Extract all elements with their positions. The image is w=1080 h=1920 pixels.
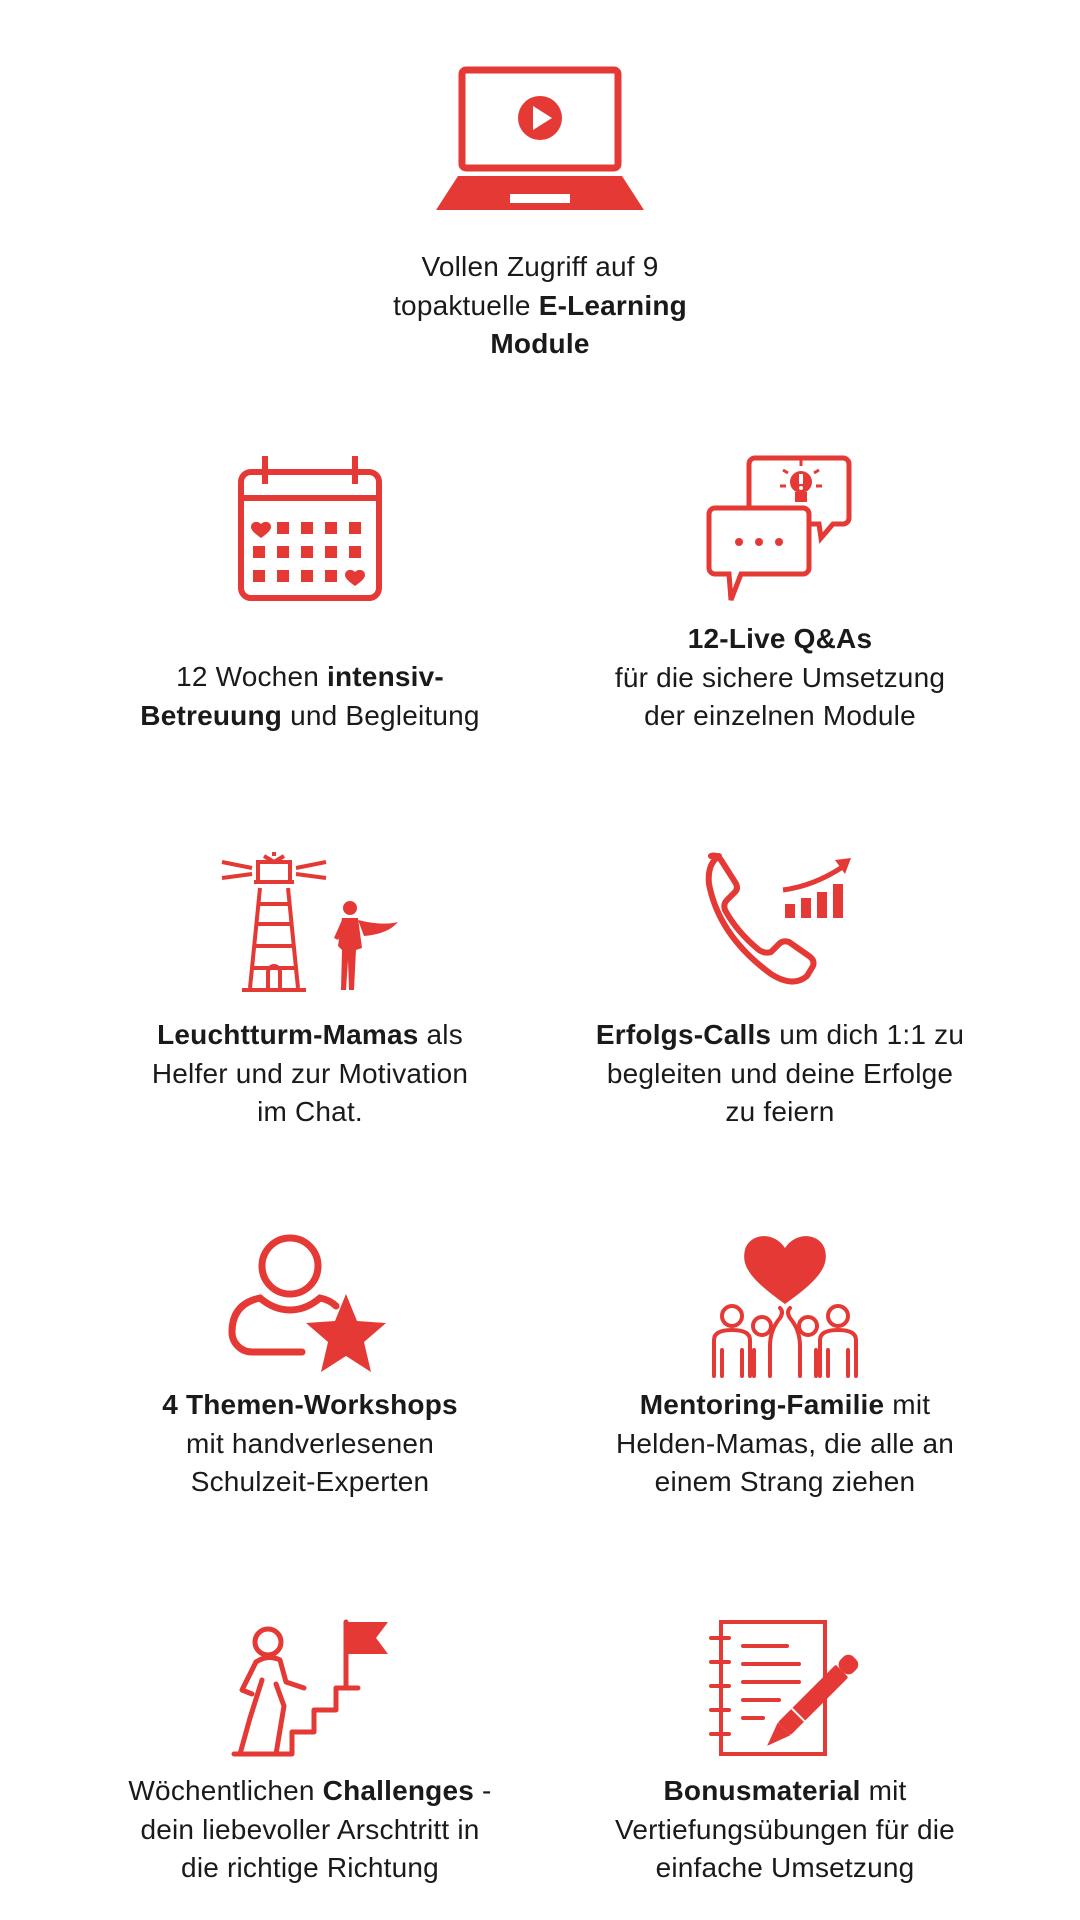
notebook-pen-icon xyxy=(703,1618,867,1758)
stairs-flag-icon xyxy=(228,1618,392,1758)
text-bold: 4 Themen-Workshops xyxy=(162,1389,458,1420)
feature-text xyxy=(90,1772,530,1888)
feature-mentoring xyxy=(585,1232,985,1502)
text-line: mit handverlesenen xyxy=(186,1427,434,1459)
feature-text xyxy=(585,1386,985,1502)
feature-leuchtturm xyxy=(90,848,530,1132)
feature-text xyxy=(585,1772,985,1888)
feature-live-qas xyxy=(580,454,980,736)
feature-workshops xyxy=(90,1232,530,1502)
text-line: dein liebevoller Arschtritt in xyxy=(140,1813,480,1845)
text-bold: Leuchtturm-Mamas xyxy=(157,1019,419,1050)
text-line: als xyxy=(418,1019,463,1050)
text-line: im Chat. xyxy=(257,1096,363,1127)
user-star-icon xyxy=(228,1232,392,1378)
text-line: 12 Wochen xyxy=(176,661,327,692)
text-line: begleiten und deine Erfolge xyxy=(606,1057,954,1089)
text-line: um dich 1:1 zu xyxy=(771,1019,965,1050)
text-line: Helden-Mamas, die alle an xyxy=(615,1427,955,1459)
text-bold: Bonusmaterial xyxy=(663,1775,861,1806)
feature-text xyxy=(90,1386,530,1502)
text-line: Vollen Zugriff auf 9 xyxy=(421,251,659,282)
text-bold: E-Learning xyxy=(538,289,687,321)
feature-elearning xyxy=(340,66,740,364)
feature-erfolgs-calls xyxy=(580,848,980,1132)
text-line: - xyxy=(474,1775,492,1806)
calendar-hearts-icon xyxy=(235,454,385,604)
phone-growth-chart-icon xyxy=(705,848,855,996)
text-bold: Betreuung xyxy=(140,699,283,731)
text-line: der einzelnen Module xyxy=(644,700,916,731)
text-line: Helfer und zur Motivation xyxy=(151,1057,469,1089)
text-bold: Mentoring-Familie xyxy=(639,1389,885,1420)
feature-text xyxy=(90,1016,530,1132)
text-bold: intensiv- xyxy=(326,661,444,692)
feature-challenges xyxy=(90,1618,530,1888)
text-bold: Module xyxy=(490,328,590,359)
feature-betreuung xyxy=(90,454,530,735)
laptop-play-icon xyxy=(430,66,650,214)
feature-text xyxy=(90,658,530,735)
text-line: Wöchentlichen xyxy=(128,1775,323,1806)
text-line: topaktuelle xyxy=(393,289,539,321)
text-line: Schulzeit-Experten xyxy=(190,1466,430,1497)
text-line: mit xyxy=(860,1775,907,1806)
text-line: mit xyxy=(884,1389,931,1420)
text-line: für die sichere Umsetzung xyxy=(614,661,946,693)
text-line: Vertiefungsübungen für die xyxy=(615,1813,955,1845)
text-bold: Challenges xyxy=(322,1775,475,1806)
text-line: die richtige Richtung xyxy=(181,1852,439,1883)
text-line: und Begleitung xyxy=(282,699,480,731)
hands-heart-icon xyxy=(710,1232,860,1378)
text-line: zu feiern xyxy=(725,1096,835,1127)
feature-text xyxy=(340,248,740,364)
text-bold: 12-Live Q&As xyxy=(687,623,873,654)
feature-text xyxy=(580,1016,980,1132)
text-line: einfache Umsetzung xyxy=(655,1852,915,1883)
chat-lightbulb-icon xyxy=(705,454,855,604)
text-bold: Erfolgs-Calls xyxy=(595,1019,772,1050)
text-line: einem Strang ziehen xyxy=(654,1466,916,1497)
feature-bonusmaterial xyxy=(585,1618,985,1888)
feature-text xyxy=(580,620,980,736)
lighthouse-superhero-icon xyxy=(220,848,400,996)
